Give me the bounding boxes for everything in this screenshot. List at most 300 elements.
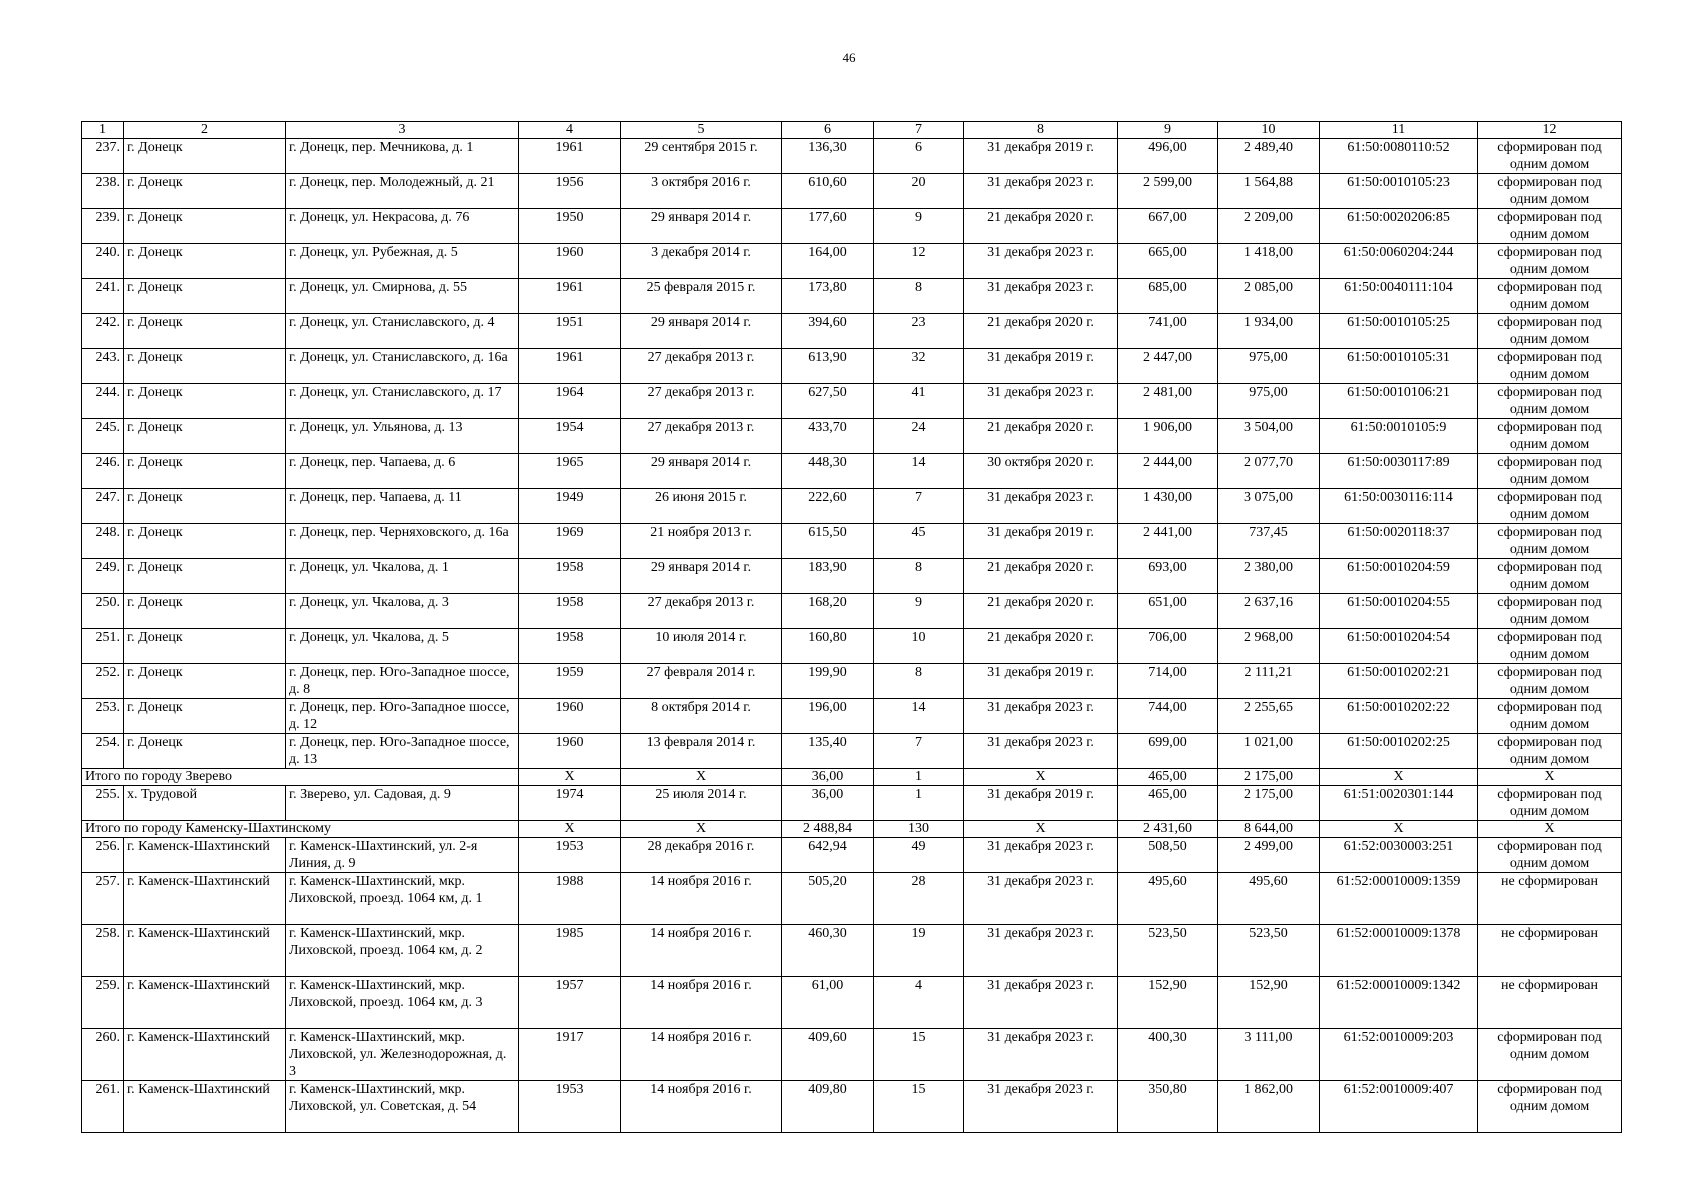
status-cell: сформирован под одним домом [1478,1029,1622,1081]
cadastre-cell: 61:50:0010105:23 [1320,174,1478,209]
settlement-cell: г. Донецк [124,489,286,524]
area-cell: 136,30 [782,139,874,174]
row-number-cell: 259. [82,977,124,1029]
address-cell: г. Донецк, пер. Черняховского, д. 16а [286,524,519,559]
table-row [82,139,1622,174]
year-cell: 1951 [519,314,621,349]
date-cell: 14 ноября 2016 г. [621,977,782,1029]
cadastre-cell: 61:50:0010204:59 [1320,559,1478,594]
subtotal-date-cell: X [621,821,782,838]
value-9-cell: 2 447,00 [1118,349,1218,384]
subtotal-year-cell: X [519,821,621,838]
subtotal-area-cell: 2 488,84 [782,821,874,838]
address-cell: г. Донецк, ул. Некрасова, д. 76 [286,209,519,244]
year-cell: 1950 [519,209,621,244]
residents-cell: 49 [874,838,964,873]
row-number-cell: 251. [82,629,124,664]
deadline-cell: 31 декабря 2023 г. [964,279,1118,314]
address-cell: г. Донецк, ул. Станиславского, д. 17 [286,384,519,419]
residents-cell: 9 [874,209,964,244]
cadastre-cell: 61:52:0010009:407 [1320,1081,1478,1133]
subtotal-row [82,821,1622,838]
value-9-cell: 2 599,00 [1118,174,1218,209]
date-cell: 3 декабря 2014 г. [621,244,782,279]
year-cell: 1960 [519,734,621,769]
housing-table [81,121,1622,1133]
status-cell: сформирован под одним домом [1478,664,1622,699]
deadline-cell: 31 декабря 2023 г. [964,384,1118,419]
status-cell: сформирован под одним домом [1478,489,1622,524]
cadastre-cell: 61:50:0020118:37 [1320,524,1478,559]
area-cell: 610,60 [782,174,874,209]
cadastre-cell: 61:50:0010106:21 [1320,384,1478,419]
table-row [82,925,1622,977]
subtotal-date-cell: X [621,769,782,786]
value-9-cell: 152,90 [1118,977,1218,1029]
value-9-cell: 693,00 [1118,559,1218,594]
area-cell: 222,60 [782,489,874,524]
value-10-cell: 523,50 [1218,925,1320,977]
subtotal-deadline-cell: X [964,769,1118,786]
row-number-cell: 240. [82,244,124,279]
deadline-cell: 31 декабря 2019 г. [964,786,1118,821]
deadline-cell: 31 декабря 2023 г. [964,1081,1118,1133]
value-9-cell: 667,00 [1118,209,1218,244]
deadline-cell: 31 декабря 2023 г. [964,489,1118,524]
settlement-cell: г. Донецк [124,664,286,699]
address-cell: г. Донецк, ул. Чкалова, д. 3 [286,594,519,629]
value-10-cell: 975,00 [1218,349,1320,384]
value-9-cell: 523,50 [1118,925,1218,977]
settlement-cell: г. Донецк [124,594,286,629]
area-cell: 505,20 [782,873,874,925]
residents-cell: 15 [874,1081,964,1133]
row-number-cell: 248. [82,524,124,559]
status-cell: сформирован под одним домом [1478,454,1622,489]
table-row [82,279,1622,314]
area-cell: 173,80 [782,279,874,314]
settlement-cell: г. Донецк [124,419,286,454]
row-number-cell: 243. [82,349,124,384]
status-cell: сформирован под одним домом [1478,699,1622,734]
table-row [82,699,1622,734]
area-cell: 613,90 [782,349,874,384]
table-row [82,873,1622,925]
table-row [82,786,1622,821]
status-cell: сформирован под одним домом [1478,314,1622,349]
date-cell: 14 ноября 2016 г. [621,1081,782,1133]
subtotal-people-cell: 1 [874,769,964,786]
table-row [82,489,1622,524]
residents-cell: 14 [874,454,964,489]
status-cell: сформирован под одним домом [1478,1081,1622,1133]
value-10-cell: 2 085,00 [1218,279,1320,314]
value-9-cell: 2 441,00 [1118,524,1218,559]
status-cell: сформирован под одним домом [1478,524,1622,559]
settlement-cell: г. Донецк [124,139,286,174]
row-number-cell: 261. [82,1081,124,1133]
value-10-cell: 2 209,00 [1218,209,1320,244]
value-9-cell: 685,00 [1118,279,1218,314]
subtotal-c9-cell: 465,00 [1118,769,1218,786]
value-9-cell: 350,80 [1118,1081,1218,1133]
row-number-cell: 245. [82,419,124,454]
value-10-cell: 1 564,88 [1218,174,1320,209]
row-number-cell: 252. [82,664,124,699]
year-cell: 1960 [519,699,621,734]
year-cell: 1988 [519,873,621,925]
subtotal-label-cell: Итого по городу Зверево [82,769,519,786]
subtotal-c10-cell: 8 644,00 [1218,821,1320,838]
subtotal-cadastre-cell: X [1320,769,1478,786]
column-number-cell: 9 [1118,122,1218,139]
date-cell: 14 ноября 2016 г. [621,925,782,977]
year-cell: 1953 [519,1081,621,1133]
value-9-cell: 2 481,00 [1118,384,1218,419]
year-cell: 1958 [519,559,621,594]
value-10-cell: 1 934,00 [1218,314,1320,349]
deadline-cell: 31 декабря 2023 г. [964,977,1118,1029]
residents-cell: 10 [874,629,964,664]
date-cell: 29 января 2014 г. [621,559,782,594]
column-number-cell: 2 [124,122,286,139]
date-cell: 8 октября 2014 г. [621,699,782,734]
deadline-cell: 31 декабря 2019 г. [964,524,1118,559]
address-cell: г. Донецк, пер. Чапаева, д. 11 [286,489,519,524]
status-cell: не сформирован [1478,977,1622,1029]
table-row [82,629,1622,664]
cadastre-cell: 61:52:00010009:1359 [1320,873,1478,925]
date-cell: 28 декабря 2016 г. [621,838,782,873]
status-cell: сформирован под одним домом [1478,629,1622,664]
status-cell: сформирован под одним домом [1478,384,1622,419]
column-number-cell: 11 [1320,122,1478,139]
address-cell: г. Каменск-Шахтинский, мкр. Лиховской, проезд. 1064 км, д. 2 [286,925,519,977]
address-cell: г. Донецк, ул. Чкалова, д. 1 [286,559,519,594]
table-row [82,524,1622,559]
column-number-cell: 3 [286,122,519,139]
year-cell: 1958 [519,594,621,629]
cadastre-cell: 61:50:0010105:9 [1320,419,1478,454]
cadastre-cell: 61:50:0020206:85 [1320,209,1478,244]
date-cell: 14 ноября 2016 г. [621,873,782,925]
cadastre-cell: 61:52:0030003:251 [1320,838,1478,873]
status-cell: сформирован под одним домом [1478,279,1622,314]
year-cell: 1964 [519,384,621,419]
settlement-cell: г. Каменск-Шахтинский [124,925,286,977]
settlement-cell: х. Трудовой [124,786,286,821]
deadline-cell: 21 декабря 2020 г. [964,314,1118,349]
table-row [82,454,1622,489]
cadastre-cell: 61:50:0010202:21 [1320,664,1478,699]
area-cell: 36,00 [782,786,874,821]
value-10-cell: 737,45 [1218,524,1320,559]
cadastre-cell: 61:50:0010202:25 [1320,734,1478,769]
subtotal-deadline-cell: X [964,821,1118,838]
settlement-cell: г. Донецк [124,314,286,349]
date-cell: 29 сентября 2015 г. [621,139,782,174]
cadastre-cell: 61:50:0060204:244 [1320,244,1478,279]
status-cell: сформирован под одним домом [1478,594,1622,629]
status-cell: сформирован под одним домом [1478,419,1622,454]
area-cell: 61,00 [782,977,874,1029]
deadline-cell: 21 декабря 2020 г. [964,594,1118,629]
row-number-cell: 238. [82,174,124,209]
row-number-cell: 242. [82,314,124,349]
table-row [82,419,1622,454]
residents-cell: 8 [874,279,964,314]
status-cell: сформирован под одним домом [1478,244,1622,279]
value-10-cell: 2 637,16 [1218,594,1320,629]
status-cell: сформирован под одним домом [1478,838,1622,873]
status-cell: сформирован под одним домом [1478,139,1622,174]
address-cell: г. Каменск-Шахтинский, мкр. Лиховской, проезд. 1064 км, д. 3 [286,977,519,1029]
residents-cell: 28 [874,873,964,925]
value-9-cell: 714,00 [1118,664,1218,699]
year-cell: 1985 [519,925,621,977]
deadline-cell: 30 октября 2020 г. [964,454,1118,489]
address-cell: г. Донецк, пер. Юго-Западное шоссе, д. 8 [286,664,519,699]
value-9-cell: 465,00 [1118,786,1218,821]
area-cell: 460,30 [782,925,874,977]
settlement-cell: г. Донецк [124,279,286,314]
column-number-cell: 8 [964,122,1118,139]
settlement-cell: г. Донецк [124,734,286,769]
area-cell: 642,94 [782,838,874,873]
address-cell: г. Донецк, ул. Чкалова, д. 5 [286,629,519,664]
date-cell: 27 декабря 2013 г. [621,384,782,419]
deadline-cell: 21 декабря 2020 г. [964,559,1118,594]
row-number-cell: 260. [82,1029,124,1081]
subtotal-cadastre-cell: X [1320,821,1478,838]
table-row [82,1081,1622,1133]
address-cell: г. Каменск-Шахтинский, мкр. Лиховской, ул. Железнодорожная, д. 3 [286,1029,519,1081]
row-number-cell: 258. [82,925,124,977]
value-9-cell: 651,00 [1118,594,1218,629]
column-number-cell: 10 [1218,122,1320,139]
status-cell: сформирован под одним домом [1478,209,1622,244]
row-number-cell: 239. [82,209,124,244]
subtotal-status-cell: X [1478,821,1622,838]
page-number: 46 [842,50,856,65]
cadastre-cell: 61:50:0030116:114 [1320,489,1478,524]
status-cell: сформирован под одним домом [1478,174,1622,209]
deadline-cell: 31 декабря 2023 г. [964,734,1118,769]
date-cell: 29 января 2014 г. [621,314,782,349]
year-cell: 1953 [519,838,621,873]
value-9-cell: 744,00 [1118,699,1218,734]
date-cell: 21 ноября 2013 г. [621,524,782,559]
residents-cell: 12 [874,244,964,279]
value-10-cell: 2 255,65 [1218,699,1320,734]
row-number-cell: 256. [82,838,124,873]
settlement-cell: г. Донецк [124,454,286,489]
year-cell: 1957 [519,977,621,1029]
column-number-cell: 4 [519,122,621,139]
address-cell: г. Донецк, пер. Юго-Западное шоссе, д. 12 [286,699,519,734]
row-number-cell: 250. [82,594,124,629]
area-cell: 409,60 [782,1029,874,1081]
value-10-cell: 2 499,00 [1218,838,1320,873]
area-cell: 135,40 [782,734,874,769]
residents-cell: 15 [874,1029,964,1081]
year-cell: 1956 [519,174,621,209]
table-row [82,314,1622,349]
residents-cell: 6 [874,139,964,174]
settlement-cell: г. Каменск-Шахтинский [124,977,286,1029]
residents-cell: 41 [874,384,964,419]
address-cell: г. Донецк, ул. Смирнова, д. 55 [286,279,519,314]
value-10-cell: 2 968,00 [1218,629,1320,664]
year-cell: 1958 [519,629,621,664]
residents-cell: 32 [874,349,964,384]
table-row [82,838,1622,873]
address-cell: г. Донецк, ул. Ульянова, д. 13 [286,419,519,454]
date-cell: 27 декабря 2013 г. [621,419,782,454]
subtotal-people-cell: 130 [874,821,964,838]
row-number-cell: 241. [82,279,124,314]
cadastre-cell: 61:50:0080110:52 [1320,139,1478,174]
value-9-cell: 706,00 [1118,629,1218,664]
table-row [82,664,1622,699]
deadline-cell: 31 декабря 2019 г. [964,664,1118,699]
cadastre-cell: 61:50:0010202:22 [1320,699,1478,734]
value-10-cell: 3 504,00 [1218,419,1320,454]
year-cell: 1960 [519,244,621,279]
address-cell: г. Каменск-Шахтинский, мкр. Лиховской, проезд. 1064 км, д. 1 [286,873,519,925]
area-cell: 409,80 [782,1081,874,1133]
row-number-cell: 246. [82,454,124,489]
settlement-cell: г. Донецк [124,559,286,594]
value-9-cell: 508,50 [1118,838,1218,873]
area-cell: 394,60 [782,314,874,349]
residents-cell: 1 [874,786,964,821]
subtotal-row [82,769,1622,786]
address-cell: г. Донецк, ул. Станиславского, д. 16а [286,349,519,384]
status-cell: сформирован под одним домом [1478,734,1622,769]
value-10-cell: 3 075,00 [1218,489,1320,524]
area-cell: 433,70 [782,419,874,454]
subtotal-c9-cell: 2 431,60 [1118,821,1218,838]
area-cell: 615,50 [782,524,874,559]
cadastre-cell: 61:52:0010009:203 [1320,1029,1478,1081]
cadastre-cell: 61:50:0010105:25 [1320,314,1478,349]
cadastre-cell: 61:50:0010105:31 [1320,349,1478,384]
row-number-cell: 244. [82,384,124,419]
value-10-cell: 2 175,00 [1218,786,1320,821]
residents-cell: 23 [874,314,964,349]
row-number-cell: 249. [82,559,124,594]
cadastre-cell: 61:51:0020301:144 [1320,786,1478,821]
cadastre-cell: 61:52:00010009:1342 [1320,977,1478,1029]
deadline-cell: 31 декабря 2023 г. [964,1029,1118,1081]
value-9-cell: 665,00 [1118,244,1218,279]
table-row [82,977,1622,1029]
residents-cell: 9 [874,594,964,629]
settlement-cell: г. Каменск-Шахтинский [124,873,286,925]
date-cell: 3 октября 2016 г. [621,174,782,209]
area-cell: 199,90 [782,664,874,699]
value-9-cell: 400,30 [1118,1029,1218,1081]
date-cell: 29 января 2014 г. [621,209,782,244]
row-number-cell: 257. [82,873,124,925]
value-9-cell: 699,00 [1118,734,1218,769]
table-row [82,734,1622,769]
cadastre-cell: 61:50:0010204:54 [1320,629,1478,664]
deadline-cell: 21 декабря 2020 г. [964,209,1118,244]
table-row [82,594,1622,629]
area-cell: 168,20 [782,594,874,629]
value-10-cell: 2 077,70 [1218,454,1320,489]
status-cell: не сформирован [1478,873,1622,925]
deadline-cell: 31 декабря 2023 г. [964,699,1118,734]
row-number-cell: 255. [82,786,124,821]
cadastre-cell: 61:50:0010204:55 [1320,594,1478,629]
settlement-cell: г. Донецк [124,524,286,559]
address-cell: г. Донецк, пер. Молодежный, д. 21 [286,174,519,209]
date-cell: 26 июня 2015 г. [621,489,782,524]
date-cell: 13 февраля 2014 г. [621,734,782,769]
cadastre-cell: 61:50:0040111:104 [1320,279,1478,314]
column-number-cell: 5 [621,122,782,139]
address-cell: г. Каменск-Шахтинский, ул. 2-я Линия, д. 9 [286,838,519,873]
status-cell: сформирован под одним домом [1478,786,1622,821]
year-cell: 1917 [519,1029,621,1081]
row-number-cell: 254. [82,734,124,769]
column-number-row [82,122,1622,139]
residents-cell: 24 [874,419,964,454]
year-cell: 1961 [519,139,621,174]
year-cell: 1961 [519,349,621,384]
value-9-cell: 496,00 [1118,139,1218,174]
date-cell: 10 июля 2014 г. [621,629,782,664]
subtotal-c10-cell: 2 175,00 [1218,769,1320,786]
residents-cell: 8 [874,559,964,594]
settlement-cell: г. Каменск-Шахтинский [124,838,286,873]
column-number-cell: 1 [82,122,124,139]
deadline-cell: 31 декабря 2023 г. [964,925,1118,977]
area-cell: 183,90 [782,559,874,594]
date-cell: 14 ноября 2016 г. [621,1029,782,1081]
deadline-cell: 31 декабря 2019 г. [964,349,1118,384]
value-9-cell: 741,00 [1118,314,1218,349]
status-cell: сформирован под одним домом [1478,349,1622,384]
table-row [82,174,1622,209]
value-10-cell: 975,00 [1218,384,1320,419]
table-row [82,384,1622,419]
table-row [82,209,1622,244]
subtotal-area-cell: 36,00 [782,769,874,786]
table-row [82,1029,1622,1081]
deadline-cell: 31 декабря 2023 г. [964,174,1118,209]
date-cell: 25 февраля 2015 г. [621,279,782,314]
subtotal-label-cell: Итого по городу Каменску-Шахтинскому [82,821,519,838]
status-cell: не сформирован [1478,925,1622,977]
value-9-cell: 2 444,00 [1118,454,1218,489]
year-cell: 1969 [519,524,621,559]
settlement-cell: г. Донецк [124,629,286,664]
deadline-cell: 21 декабря 2020 г. [964,419,1118,454]
area-cell: 160,80 [782,629,874,664]
deadline-cell: 31 декабря 2023 г. [964,873,1118,925]
deadline-cell: 31 декабря 2019 г. [964,139,1118,174]
residents-cell: 20 [874,174,964,209]
year-cell: 1965 [519,454,621,489]
value-10-cell: 152,90 [1218,977,1320,1029]
address-cell: г. Донецк, ул. Рубежная, д. 5 [286,244,519,279]
date-cell: 27 декабря 2013 г. [621,349,782,384]
year-cell: 1949 [519,489,621,524]
